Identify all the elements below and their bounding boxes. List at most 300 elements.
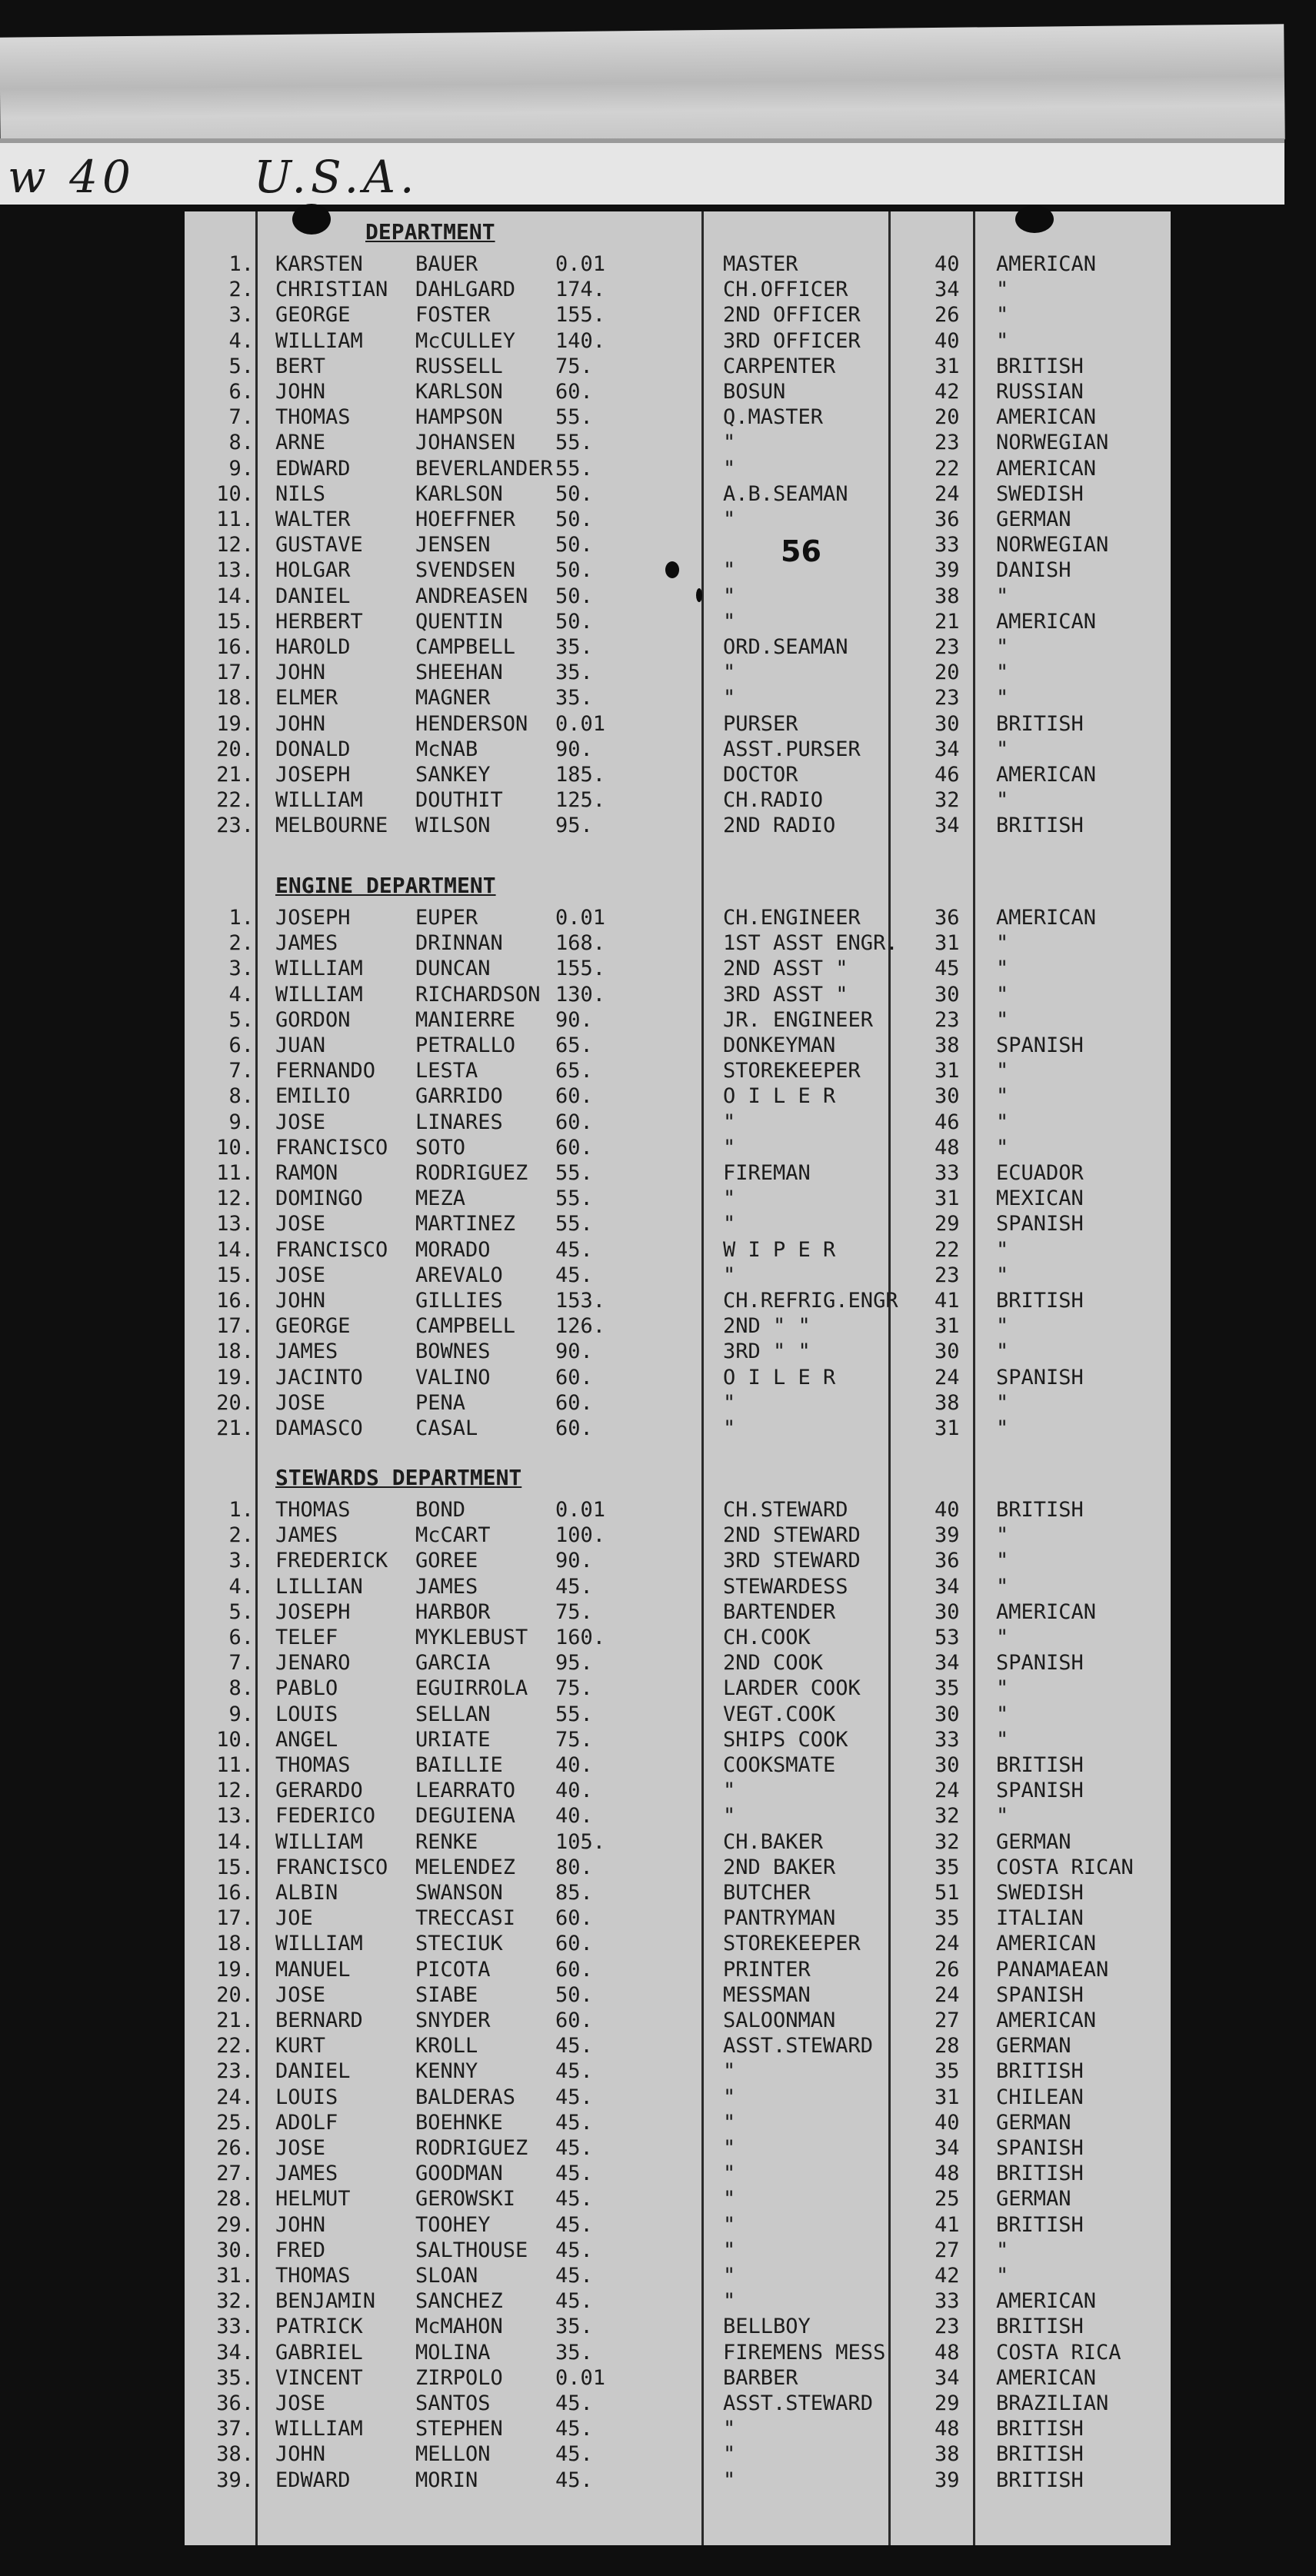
age: 34 bbox=[935, 278, 960, 302]
nationality: BRITISH bbox=[996, 2442, 1084, 2467]
age: 20 bbox=[935, 661, 960, 685]
rating: 2ND " " bbox=[723, 1314, 811, 1339]
age: 31 bbox=[935, 2085, 960, 2109]
wage: 90. bbox=[555, 1340, 593, 1364]
age: 23 bbox=[935, 1263, 960, 1287]
last-name: ANDREASEN bbox=[415, 584, 528, 608]
row-number: 5. bbox=[228, 354, 254, 378]
wage: 60. bbox=[555, 1957, 593, 1982]
wage: 130. bbox=[555, 982, 606, 1007]
crew-row bbox=[185, 787, 1171, 813]
nationality: SPANISH bbox=[996, 1212, 1084, 1236]
age: 41 bbox=[935, 1289, 960, 1313]
row-number: 12. bbox=[216, 1186, 254, 1211]
nationality: SWEDISH bbox=[996, 481, 1084, 506]
last-name: BOEHNKE bbox=[415, 2110, 503, 2135]
rating: COOKSMATE bbox=[723, 1753, 836, 1777]
first-name: FERNANDO bbox=[275, 1059, 376, 1083]
rating: 2ND BAKER bbox=[723, 1855, 836, 1879]
last-name: KARLSON bbox=[415, 380, 503, 404]
crew-row bbox=[185, 930, 1171, 956]
row-number: 19. bbox=[216, 1957, 254, 1982]
nationality: SPANISH bbox=[996, 1982, 1084, 2007]
rating: 1ST ASST ENGR. bbox=[723, 931, 898, 956]
rating: CH.ENGINEER bbox=[723, 906, 861, 930]
first-name: GEORGE bbox=[275, 303, 351, 328]
age: 27 bbox=[935, 2009, 960, 2032]
age: 24 bbox=[935, 481, 960, 506]
last-name: MOLINA bbox=[415, 2340, 491, 2365]
row-number: 9. bbox=[228, 1110, 254, 1134]
wage: 60. bbox=[555, 1390, 593, 1415]
first-name: GORDON bbox=[275, 1007, 351, 1032]
age: 32 bbox=[935, 1804, 960, 1829]
row-number: 37. bbox=[216, 2417, 254, 2441]
crew-row bbox=[185, 2008, 1171, 2033]
age: 31 bbox=[935, 1186, 960, 1211]
age: 34 bbox=[935, 2136, 960, 2160]
rating: " bbox=[723, 1390, 736, 1415]
nationality: " bbox=[996, 1702, 1009, 1726]
wage: 40. bbox=[555, 1779, 593, 1803]
wage: 55. bbox=[555, 405, 593, 430]
nationality: CHILEAN bbox=[996, 2085, 1084, 2109]
crew-row bbox=[185, 1211, 1171, 1236]
rating: MESSMAN bbox=[723, 1982, 811, 2007]
last-name: RODRIGUEZ bbox=[415, 2136, 528, 2160]
nationality: " bbox=[996, 1416, 1009, 1440]
first-name: CHRISTIAN bbox=[275, 278, 388, 302]
wage: 35. bbox=[555, 635, 593, 659]
row-number: 17. bbox=[216, 1906, 254, 1931]
first-name: WILLIAM bbox=[275, 957, 363, 981]
crew-row bbox=[185, 1855, 1171, 1880]
rating: CH.OFFICER bbox=[723, 278, 848, 302]
tape-label bbox=[0, 138, 1284, 205]
crew-row bbox=[185, 2186, 1171, 2212]
first-name: GUSTAVE bbox=[275, 533, 363, 557]
row-number: 27. bbox=[216, 2162, 254, 2186]
wage: 45. bbox=[555, 2085, 593, 2109]
row-number: 12. bbox=[216, 533, 254, 557]
age: 34 bbox=[935, 1651, 960, 1676]
nationality: " bbox=[996, 1340, 1009, 1364]
first-name: WILLIAM bbox=[275, 788, 363, 813]
rating: 2ND OFFICER bbox=[723, 303, 861, 328]
first-name: JOHN bbox=[275, 661, 326, 685]
row-number: 21. bbox=[216, 1416, 254, 1440]
age: 31 bbox=[935, 1314, 960, 1339]
row-number: 31. bbox=[216, 2264, 254, 2288]
rating: LARDER COOK bbox=[723, 1676, 861, 1701]
row-number: 3. bbox=[228, 957, 254, 981]
tape-country: U.S.A. bbox=[254, 151, 419, 203]
age: 48 bbox=[935, 2417, 960, 2441]
age: 38 bbox=[935, 584, 960, 608]
row-number: 21. bbox=[216, 2009, 254, 2032]
first-name: EDWARD bbox=[275, 2468, 351, 2492]
rating: MASTER bbox=[723, 252, 798, 276]
wage: 45. bbox=[555, 2034, 593, 2058]
last-name: CAMPBELL bbox=[415, 635, 516, 659]
nationality: COSTA RICAN bbox=[996, 1855, 1134, 1879]
rating: PRINTER bbox=[723, 1957, 811, 1982]
age: 40 bbox=[935, 2110, 960, 2135]
nationality: AMERICAN bbox=[996, 405, 1097, 430]
row-number: 15. bbox=[216, 609, 254, 634]
row-number: 16. bbox=[216, 1289, 254, 1313]
first-name: JOHN bbox=[275, 380, 326, 404]
last-name: MARTINEZ bbox=[415, 1212, 516, 1236]
last-name: LEARRATO bbox=[415, 1779, 516, 1803]
wage: 60. bbox=[555, 1416, 593, 1440]
first-name: LOUIS bbox=[275, 1702, 338, 1726]
last-name: MYKLEBUST bbox=[415, 1626, 528, 1649]
tape-strip bbox=[0, 24, 1285, 152]
row-number: 14. bbox=[216, 1237, 254, 1262]
age: 35 bbox=[935, 1676, 960, 1701]
crew-row bbox=[185, 609, 1171, 634]
last-name: SANCHEZ bbox=[415, 2289, 503, 2314]
row-number: 4. bbox=[228, 328, 254, 353]
first-name: JAMES bbox=[275, 1523, 338, 1548]
wage: 45. bbox=[555, 2391, 593, 2415]
nationality: GERMAN bbox=[996, 508, 1071, 531]
crew-row bbox=[185, 956, 1171, 981]
row-number: 11. bbox=[216, 1753, 254, 1777]
nationality: BRITISH bbox=[996, 1753, 1084, 1777]
first-name: THOMAS bbox=[275, 2264, 351, 2288]
rating: " bbox=[723, 558, 736, 583]
page-number-stamp: 56 bbox=[781, 534, 821, 568]
wage: 45. bbox=[555, 1574, 593, 1599]
last-name: SNYDER bbox=[415, 2009, 491, 2032]
row-number: 34. bbox=[216, 2340, 254, 2365]
wage: 0.01 bbox=[555, 906, 606, 930]
first-name: JOSE bbox=[275, 1212, 326, 1236]
last-name: TRECCASI bbox=[415, 1906, 516, 1931]
last-name: PENA bbox=[415, 1390, 466, 1415]
rating: CH.REFRIG.ENGR bbox=[723, 1289, 898, 1313]
rating: PURSER bbox=[723, 711, 798, 736]
first-name: JOHN bbox=[275, 2442, 326, 2467]
age: 32 bbox=[935, 1829, 960, 1854]
age: 30 bbox=[935, 1599, 960, 1624]
age: 48 bbox=[935, 1135, 960, 1160]
row-number: 8. bbox=[228, 431, 254, 455]
age: 34 bbox=[935, 814, 960, 838]
nationality: AMERICAN bbox=[996, 2365, 1097, 2390]
nationality: BRITISH bbox=[996, 2059, 1084, 2084]
wage: 45. bbox=[555, 2238, 593, 2262]
age: 45 bbox=[935, 957, 960, 981]
crew-row bbox=[185, 2110, 1171, 2135]
last-name: RODRIGUEZ bbox=[415, 1161, 528, 1185]
last-name: RUSSELL bbox=[415, 354, 503, 378]
rating: STEWARDESS bbox=[723, 1574, 848, 1599]
crew-row bbox=[185, 1313, 1171, 1339]
rating: " bbox=[723, 1804, 736, 1829]
rating: DOCTOR bbox=[723, 763, 798, 787]
age: 24 bbox=[935, 1779, 960, 1803]
rating: 3RD STEWARD bbox=[723, 1549, 861, 1573]
crew-row bbox=[185, 1160, 1171, 1186]
row-number: 36. bbox=[216, 2391, 254, 2415]
age: 31 bbox=[935, 1059, 960, 1083]
nationality: GERMAN bbox=[996, 2110, 1071, 2135]
last-name: BAUER bbox=[415, 252, 478, 276]
age: 30 bbox=[935, 711, 960, 736]
rating: " bbox=[723, 2187, 736, 2212]
wage: 50. bbox=[555, 481, 593, 506]
last-name: KARLSON bbox=[415, 481, 503, 506]
wage: 105. bbox=[555, 1829, 606, 1854]
wage: 45. bbox=[555, 2162, 593, 2186]
first-name: GEORGE bbox=[275, 1314, 351, 1339]
age: 29 bbox=[935, 2391, 960, 2415]
crew-row bbox=[185, 2288, 1171, 2314]
nationality: " bbox=[996, 1135, 1009, 1160]
row-number: 39. bbox=[216, 2468, 254, 2492]
crew-row bbox=[185, 507, 1171, 532]
nationality: BRITISH bbox=[996, 2212, 1084, 2237]
age: 35 bbox=[935, 2059, 960, 2084]
nationality: SPANISH bbox=[996, 1651, 1084, 1676]
nationality: BRITISH bbox=[996, 2468, 1084, 2492]
row-number: 10. bbox=[216, 1135, 254, 1160]
wage: 0.01 bbox=[555, 1498, 606, 1522]
age: 33 bbox=[935, 533, 960, 557]
row-number: 16. bbox=[216, 1881, 254, 1905]
first-name: MELBOURNE bbox=[275, 814, 388, 838]
first-name: ADOLF bbox=[275, 2110, 338, 2135]
age: 33 bbox=[935, 1161, 960, 1185]
first-name: JACINTO bbox=[275, 1365, 363, 1390]
first-name: FRED bbox=[275, 2238, 326, 2262]
rating: CARPENTER bbox=[723, 354, 836, 378]
row-number: 35. bbox=[216, 2365, 254, 2390]
row-number: 3. bbox=[228, 1549, 254, 1573]
last-name: FOSTER bbox=[415, 303, 491, 328]
department-heading: DEPARTMENT bbox=[365, 219, 495, 245]
rating: ASST.STEWARD bbox=[723, 2034, 874, 2058]
nationality: BRITISH bbox=[996, 1498, 1084, 1522]
last-name: BEVERLANDER bbox=[415, 456, 553, 481]
nationality: ITALIAN bbox=[996, 1906, 1084, 1931]
crew-row bbox=[185, 2314, 1171, 2339]
nationality: BRITISH bbox=[996, 2162, 1084, 2186]
nationality: " bbox=[996, 957, 1009, 981]
wage: 45. bbox=[555, 2136, 593, 2160]
nationality: " bbox=[996, 1523, 1009, 1548]
crew-row bbox=[185, 1186, 1171, 1211]
row-number: 8. bbox=[228, 1084, 254, 1109]
crew-row bbox=[185, 302, 1171, 328]
age: 20 bbox=[935, 405, 960, 430]
row-number: 20. bbox=[216, 1982, 254, 2007]
department-heading: STEWARDS DEPARTMENT bbox=[275, 1465, 522, 1490]
first-name: FRANCISCO bbox=[275, 1237, 388, 1262]
age: 48 bbox=[935, 2340, 960, 2365]
rating: " bbox=[723, 2289, 736, 2314]
first-name: FREDERICK bbox=[275, 1549, 388, 1573]
rating: " bbox=[723, 686, 736, 711]
age: 36 bbox=[935, 508, 960, 531]
age: 35 bbox=[935, 1855, 960, 1879]
wage: 40. bbox=[555, 1753, 593, 1777]
row-number: 23. bbox=[216, 814, 254, 838]
first-name: LOUIS bbox=[275, 2085, 338, 2109]
wage: 45. bbox=[555, 2289, 593, 2314]
rating: A.B.SEAMAN bbox=[723, 481, 848, 506]
wage: 45. bbox=[555, 2417, 593, 2441]
age: 30 bbox=[935, 1340, 960, 1364]
first-name: MANUEL bbox=[275, 1957, 351, 1982]
nationality: AMERICAN bbox=[996, 609, 1097, 634]
last-name: LINARES bbox=[415, 1110, 503, 1134]
age: 38 bbox=[935, 2442, 960, 2467]
crew-row bbox=[185, 2058, 1171, 2084]
first-name: VINCENT bbox=[275, 2365, 363, 2390]
crew-row bbox=[185, 1676, 1171, 1701]
last-name: HENDERSON bbox=[415, 711, 528, 736]
row-number: 1. bbox=[228, 1498, 254, 1522]
first-name: NILS bbox=[275, 481, 326, 506]
last-name: DEGUIENA bbox=[415, 1804, 516, 1829]
nationality: NORWEGIAN bbox=[996, 533, 1109, 557]
nationality: " bbox=[996, 1084, 1009, 1109]
last-name: RENKE bbox=[415, 1829, 478, 1854]
rating: " bbox=[723, 1416, 736, 1440]
age: 30 bbox=[935, 1702, 960, 1726]
crew-row bbox=[185, 1957, 1171, 1982]
wage: 0.01 bbox=[555, 252, 606, 276]
last-name: MELLON bbox=[415, 2442, 491, 2467]
nationality: BRITISH bbox=[996, 2417, 1084, 2441]
row-number: 13. bbox=[216, 1804, 254, 1829]
last-name: ZIRPOLO bbox=[415, 2365, 503, 2390]
first-name: PABLO bbox=[275, 1676, 338, 1701]
crew-row bbox=[185, 557, 1171, 583]
last-name: GOREE bbox=[415, 1549, 478, 1573]
crew-row bbox=[185, 2238, 1171, 2263]
wage: 75. bbox=[555, 1676, 593, 1701]
crew-row bbox=[185, 1110, 1171, 1135]
first-name: THOMAS bbox=[275, 405, 351, 430]
row-number: 13. bbox=[216, 1212, 254, 1236]
wage: 55. bbox=[555, 431, 593, 455]
first-name: JOHN bbox=[275, 1289, 326, 1313]
crew-row bbox=[185, 2161, 1171, 2186]
rating: JR. ENGINEER bbox=[723, 1007, 874, 1032]
row-number: 8. bbox=[228, 1676, 254, 1701]
nationality: COSTA RICA bbox=[996, 2340, 1121, 2365]
crew-row bbox=[185, 2033, 1171, 2058]
wage: 55. bbox=[555, 1186, 593, 1211]
age: 31 bbox=[935, 931, 960, 956]
crew-row bbox=[185, 584, 1171, 609]
age: 40 bbox=[935, 252, 960, 276]
wage: 174. bbox=[555, 278, 606, 302]
rating: BELLBOY bbox=[723, 2315, 811, 2339]
crew-row bbox=[185, 2263, 1171, 2288]
row-number: 6. bbox=[228, 1626, 254, 1649]
nationality: " bbox=[996, 2238, 1009, 2262]
first-name: PATRICK bbox=[275, 2315, 363, 2339]
first-name: JOSE bbox=[275, 1982, 326, 2007]
age: 21 bbox=[935, 609, 960, 634]
age: 24 bbox=[935, 1365, 960, 1390]
first-name: THOMAS bbox=[275, 1753, 351, 1777]
nationality: " bbox=[996, 1314, 1009, 1339]
rating: BOSUN bbox=[723, 380, 786, 404]
row-number: 6. bbox=[228, 1033, 254, 1057]
crew-row bbox=[185, 1880, 1171, 1905]
row-number: 7. bbox=[228, 1651, 254, 1676]
crew-row bbox=[185, 2391, 1171, 2416]
wage: 45. bbox=[555, 2059, 593, 2084]
crew-row bbox=[185, 1058, 1171, 1083]
first-name: HOLGAR bbox=[275, 558, 351, 583]
wage: 35. bbox=[555, 2315, 593, 2339]
wage: 153. bbox=[555, 1289, 606, 1313]
last-name: BOND bbox=[415, 1498, 466, 1522]
age: 40 bbox=[935, 328, 960, 353]
row-number: 18. bbox=[216, 1340, 254, 1364]
wage: 50. bbox=[555, 1982, 593, 2007]
last-name: McMAHON bbox=[415, 2315, 503, 2339]
last-name: GOODMAN bbox=[415, 2162, 503, 2186]
first-name: JAMES bbox=[275, 1340, 338, 1364]
crew-row bbox=[185, 1263, 1171, 1288]
crew-row bbox=[185, 2085, 1171, 2110]
age: 32 bbox=[935, 788, 960, 813]
first-name: THOMAS bbox=[275, 1498, 351, 1522]
age: 22 bbox=[935, 1237, 960, 1262]
crew-row bbox=[185, 1083, 1171, 1109]
first-name: HAROLD bbox=[275, 635, 351, 659]
crew-row bbox=[185, 634, 1171, 660]
wage: 85. bbox=[555, 1881, 593, 1905]
last-name: SWANSON bbox=[415, 1881, 503, 1905]
nationality: " bbox=[996, 1549, 1009, 1573]
wage: 60. bbox=[555, 1110, 593, 1134]
wage: 75. bbox=[555, 354, 593, 378]
crew-row bbox=[185, 456, 1171, 481]
crew-row bbox=[185, 354, 1171, 379]
row-number: 11. bbox=[216, 1161, 254, 1185]
wage: 60. bbox=[555, 1932, 593, 1956]
first-name: WILLIAM bbox=[275, 982, 363, 1007]
row-number: 10. bbox=[216, 1727, 254, 1752]
age: 33 bbox=[935, 2289, 960, 2314]
nationality: BRITISH bbox=[996, 1289, 1084, 1313]
crew-row bbox=[185, 2212, 1171, 2238]
nationality: BRITISH bbox=[996, 711, 1084, 736]
crew-row bbox=[185, 532, 1171, 557]
rating: STOREKEEPER bbox=[723, 1059, 861, 1083]
wage: 45. bbox=[555, 2264, 593, 2288]
wage: 45. bbox=[555, 1237, 593, 1262]
crew-row bbox=[185, 1599, 1171, 1625]
wage: 140. bbox=[555, 328, 606, 353]
last-name: KENNY bbox=[415, 2059, 478, 2084]
nationality: " bbox=[996, 661, 1009, 685]
nationality: AMERICAN bbox=[996, 456, 1097, 481]
crew-row bbox=[185, 1702, 1171, 1727]
row-number: 17. bbox=[216, 661, 254, 685]
crew-row bbox=[185, 379, 1171, 404]
